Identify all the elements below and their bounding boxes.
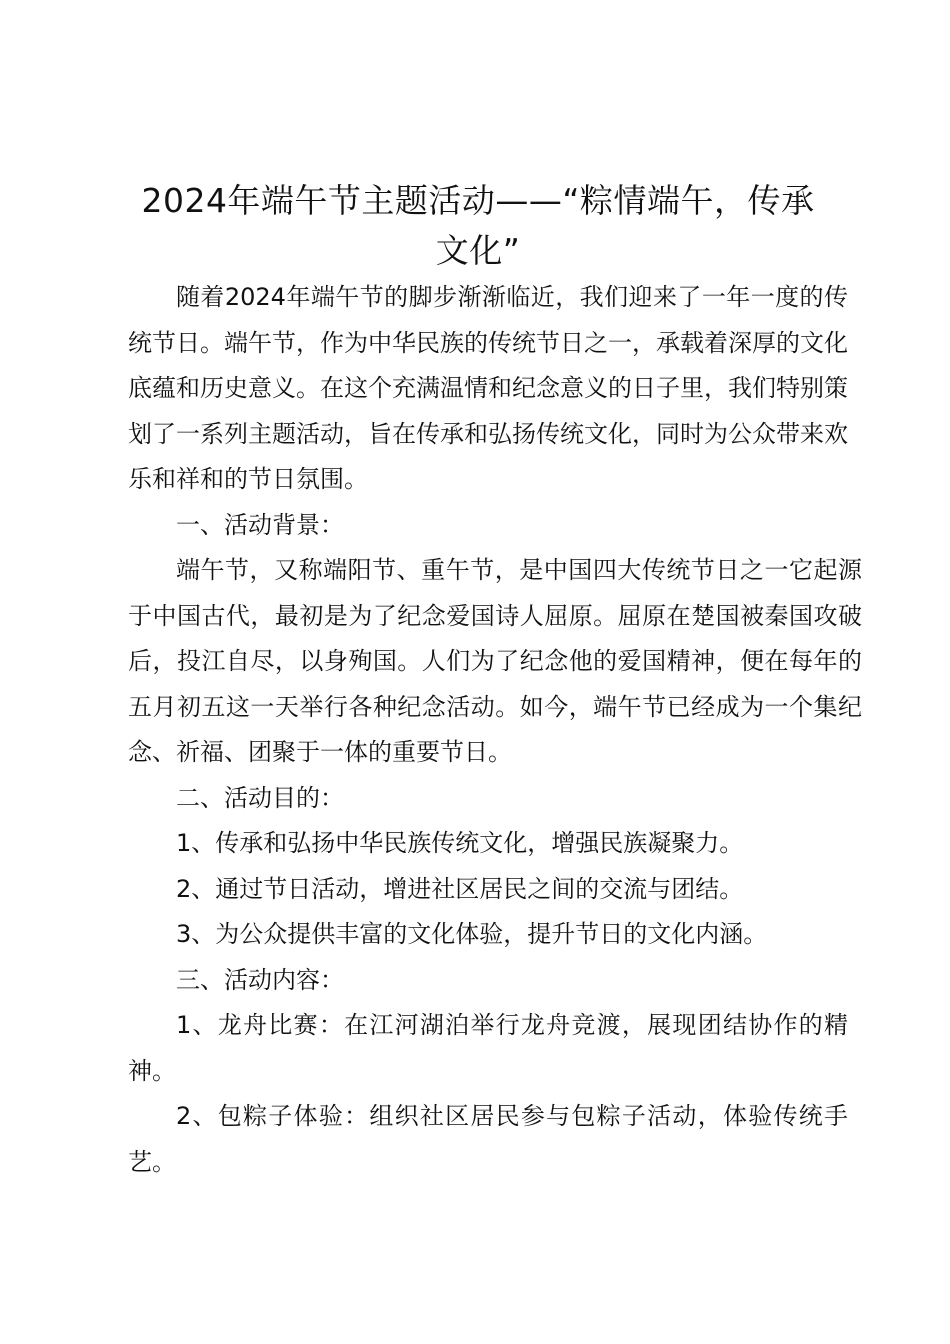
background-paragraph: 端午节，又称端阳节、重午节，是中国四大传统节日之一它起源于中国古代，最初是为了纪念爱国诗人屈原。屈原在楚国被秦国攻破后，投江自尽，以身殉国。人们为了纪念他的爱国精神，便在每年的五月初五这一天举行各种纪念活动。如今，端午节已经成为一个集纪念、祈福、团聚于一体的重要节日。 xyxy=(128,556,862,766)
section-heading-content: 三、活动内容： xyxy=(176,965,344,994)
section-heading-purpose: 二、活动目的： xyxy=(176,783,344,812)
purpose-item-1: 1、传承和弘扬中华民族传统文化，增强民族凝聚力。 xyxy=(176,829,744,857)
section-heading-background: 一、活动背景： xyxy=(176,510,344,539)
content-item-2: 2、包粽子体验：组织社区居民参与包粽子活动，体验传统手艺。 xyxy=(128,1102,848,1176)
document-body xyxy=(128,275,862,1185)
content-item-1: 1、龙舟比赛：在江河湖泊举行龙舟竞渡，展现团结协作的精神。 xyxy=(128,1011,848,1085)
purpose-item-2: 2、通过节日活动，增进社区居民之间的交流与团结。 xyxy=(176,874,744,903)
purpose-item-3: 3、为公众提供丰富的文化体验，提升节日的文化内涵。 xyxy=(176,920,768,948)
intro-paragraph: 随着2024年端午节的脚步渐渐临近，我们迎来了一年一度的传统节日。端午节，作为中华民族的传统节日之一，承载着深厚的文化底蕴和历史意义。在这个充满温情和纪念意义的日子里，我们特别策划了一系列主题活动，旨在传承和弘扬传统文化，同时为公众带来欢乐和祥和的节日氛围。 xyxy=(128,283,848,493)
document-title: 2024年端午节主题活动——“粽情端午，传承文化” xyxy=(141,181,815,270)
